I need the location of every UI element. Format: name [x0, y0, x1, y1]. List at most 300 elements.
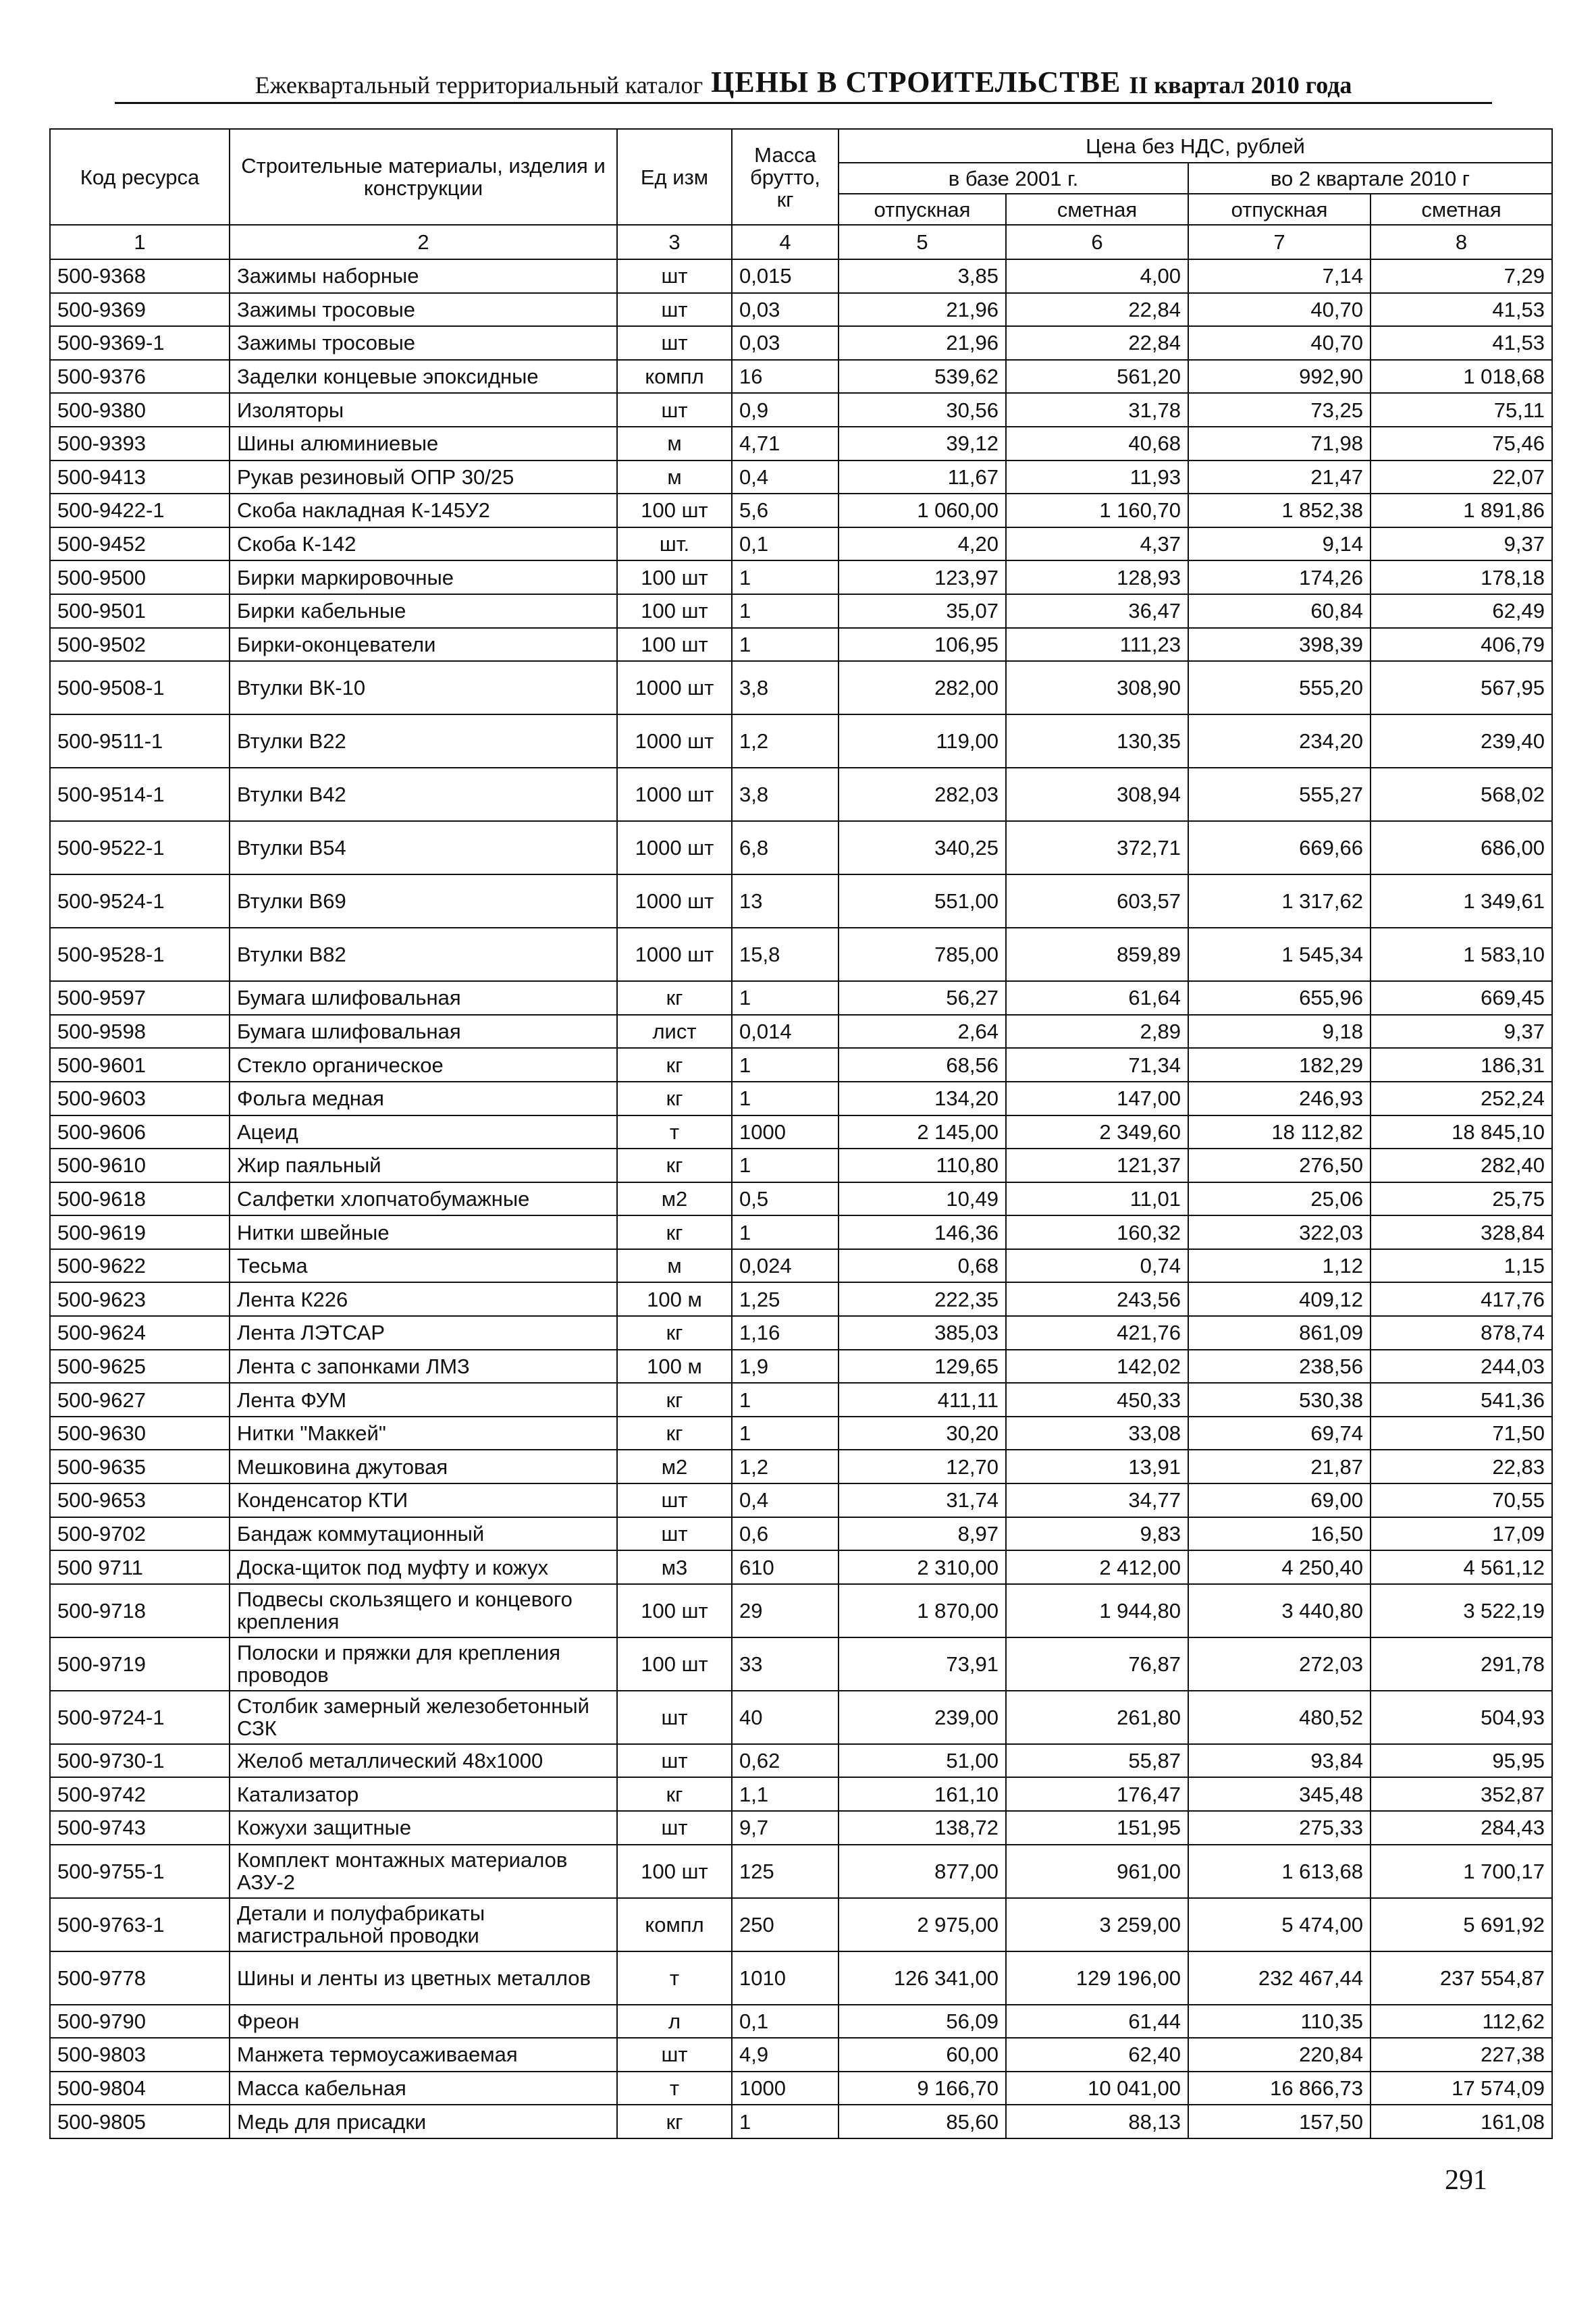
material-name-cell: Мешковина джутовая [230, 1450, 617, 1483]
price-2001-estimate-cell: 11,93 [1006, 461, 1188, 494]
catalog-title: ЦЕНЫ В СТРОИТЕЛЬСТВЕ [711, 65, 1121, 99]
price-2010-estimate-cell: 291,78 [1371, 1637, 1552, 1691]
price-2001-estimate-cell: 243,56 [1006, 1282, 1188, 1316]
resource-code-cell: 500-9500 [50, 560, 230, 594]
table-row [50, 1350, 1552, 1384]
price-2001-release-cell: 56,27 [839, 981, 1006, 1015]
price-2001-release-cell: 56,09 [839, 2005, 1006, 2039]
price-2010-estimate-cell: 669,45 [1371, 981, 1552, 1015]
unit-cell: м [617, 1249, 732, 1283]
catalog-period: II квартал 2010 года [1129, 72, 1352, 99]
unit-cell: л [617, 2005, 732, 2039]
unit-cell: кг [617, 1777, 732, 1811]
price-2001-release-cell: 39,12 [839, 427, 1006, 461]
col-release-2010-header: отпускная [1188, 194, 1371, 225]
unit-cell: кг [617, 2105, 732, 2138]
price-2001-release-cell: 10,49 [839, 1182, 1006, 1216]
table-row [50, 1744, 1552, 1778]
table-row [50, 1082, 1552, 1115]
mass-cell: 6,8 [732, 821, 839, 874]
price-2010-estimate-cell: 1 018,68 [1371, 360, 1552, 394]
price-2010-estimate-cell: 17,09 [1371, 1517, 1552, 1551]
table-row [50, 1383, 1552, 1417]
price-2010-release-cell: 25,06 [1188, 1182, 1371, 1216]
mass-cell: 1000 [732, 1115, 839, 1149]
price-2001-release-cell: 11,67 [839, 461, 1006, 494]
price-2001-estimate-cell: 1 944,80 [1006, 1584, 1188, 1637]
price-2001-release-cell: 35,07 [839, 594, 1006, 628]
unit-cell: кг [617, 1316, 732, 1350]
price-2010-estimate-cell: 75,11 [1371, 393, 1552, 427]
unit-cell: кг [617, 981, 732, 1015]
mass-cell: 0,024 [732, 1249, 839, 1283]
price-2001-estimate-cell: 0,74 [1006, 1249, 1188, 1283]
material-name-cell: Конденсатор КТИ [230, 1483, 617, 1517]
price-2001-estimate-cell: 61,64 [1006, 981, 1188, 1015]
price-2010-estimate-cell: 406,79 [1371, 628, 1552, 662]
resource-code-cell: 500-9501 [50, 594, 230, 628]
mass-cell: 1 [732, 1149, 839, 1182]
unit-cell: т [617, 1951, 732, 2005]
price-2001-release-cell: 411,11 [839, 1383, 1006, 1417]
price-2001-release-cell: 31,74 [839, 1483, 1006, 1517]
table-row [50, 874, 1552, 928]
col-q2010-header: во 2 квартале 2010 г [1188, 163, 1552, 194]
price-2010-release-cell: 345,48 [1188, 1777, 1371, 1811]
mass-cell: 4,71 [732, 427, 839, 461]
price-2010-estimate-cell: 1 349,61 [1371, 874, 1552, 928]
resource-code-cell: 500-9625 [50, 1350, 230, 1384]
mass-cell: 0,62 [732, 1744, 839, 1778]
price-2010-release-cell: 398,39 [1188, 628, 1371, 662]
price-2001-release-cell: 106,95 [839, 628, 1006, 662]
price-2010-release-cell: 992,90 [1188, 360, 1371, 394]
table-row [50, 2005, 1552, 2039]
price-2010-estimate-cell: 41,53 [1371, 293, 1552, 327]
price-2001-release-cell: 60,00 [839, 2038, 1006, 2072]
price-2001-estimate-cell: 160,32 [1006, 1215, 1188, 1249]
col-release-2001-header: отпускная [839, 194, 1006, 225]
unit-cell: компл [617, 360, 732, 394]
mass-cell: 0,4 [732, 1483, 839, 1517]
resource-code-cell: 500-9803 [50, 2038, 230, 2072]
price-2010-estimate-cell: 112,62 [1371, 2005, 1552, 2039]
price-2010-release-cell: 9,14 [1188, 527, 1371, 561]
resource-code-cell: 500-9719 [50, 1637, 230, 1691]
col-unit-header: Ед изм [617, 129, 732, 225]
unit-cell: шт [617, 1691, 732, 1744]
col-name-header: Строительные материалы, изделия и конструкции [230, 129, 617, 225]
price-2001-estimate-cell: 151,95 [1006, 1811, 1188, 1845]
price-2010-release-cell: 861,09 [1188, 1316, 1371, 1350]
resource-code-cell: 500-9790 [50, 2005, 230, 2039]
table-row [50, 821, 1552, 874]
price-2010-estimate-cell: 686,00 [1371, 821, 1552, 874]
price-2010-release-cell: 5 474,00 [1188, 1898, 1371, 1951]
price-2001-release-cell: 68,56 [839, 1048, 1006, 1082]
mass-cell: 1 [732, 594, 839, 628]
resource-code-cell: 500-9511-1 [50, 714, 230, 768]
mass-cell: 15,8 [732, 928, 839, 981]
material-name-cell: Рукав резиновый ОПР 30/25 [230, 461, 617, 494]
price-2010-estimate-cell: 567,95 [1371, 661, 1552, 714]
mass-cell: 1,1 [732, 1777, 839, 1811]
price-2001-release-cell: 539,62 [839, 360, 1006, 394]
price-2001-release-cell: 551,00 [839, 874, 1006, 928]
unit-cell: шт. [617, 527, 732, 561]
table-row [50, 1951, 1552, 2005]
price-2010-release-cell: 40,70 [1188, 326, 1371, 360]
price-2010-release-cell: 69,74 [1188, 1417, 1371, 1450]
price-2010-release-cell: 1,12 [1188, 1249, 1371, 1283]
resource-code-cell: 500-9627 [50, 1383, 230, 1417]
table-row [50, 1048, 1552, 1082]
unit-cell: 1000 шт [617, 768, 732, 821]
price-2010-estimate-cell: 1 700,17 [1371, 1845, 1552, 1898]
unit-cell: 1000 шт [617, 928, 732, 981]
price-2001-release-cell: 9 166,70 [839, 2072, 1006, 2105]
col-estimate-2001-header: сметная [1006, 194, 1188, 225]
price-2010-estimate-cell: 22,83 [1371, 1450, 1552, 1483]
price-2001-release-cell: 110,80 [839, 1149, 1006, 1182]
table-row [50, 1777, 1552, 1811]
mass-cell: 5,6 [732, 494, 839, 527]
material-name-cell: Ацеид [230, 1115, 617, 1149]
price-2010-estimate-cell: 95,95 [1371, 1744, 1552, 1778]
mass-cell: 0,03 [732, 326, 839, 360]
price-2001-estimate-cell: 142,02 [1006, 1350, 1188, 1384]
unit-cell: м2 [617, 1450, 732, 1483]
material-name-cell: Жир паяльный [230, 1149, 617, 1182]
price-2010-estimate-cell: 1 583,10 [1371, 928, 1552, 981]
unit-cell: шт [617, 293, 732, 327]
price-2010-release-cell: 1 613,68 [1188, 1845, 1371, 1898]
mass-cell: 1,9 [732, 1350, 839, 1384]
price-2010-release-cell: 232 467,44 [1188, 1951, 1371, 2005]
col-mass-header: Масса брутто, кг [732, 129, 839, 225]
price-2010-release-cell: 60,84 [1188, 594, 1371, 628]
price-2010-estimate-cell: 227,38 [1371, 2038, 1552, 2072]
mass-cell: 0,1 [732, 2005, 839, 2039]
resource-code-cell: 500-9369 [50, 293, 230, 327]
price-2010-release-cell: 409,12 [1188, 1282, 1371, 1316]
col-estimate-2010-header: сметная [1371, 194, 1552, 225]
material-name-cell: Лента ЛЭТСАР [230, 1316, 617, 1350]
price-2010-estimate-cell: 7,29 [1371, 259, 1552, 293]
resource-code-cell: 500-9718 [50, 1584, 230, 1637]
resource-code-cell: 500-9635 [50, 1450, 230, 1483]
unit-cell: 100 шт [617, 560, 732, 594]
material-name-cell: Зажимы наборные [230, 259, 617, 293]
resource-code-cell: 500-9622 [50, 1249, 230, 1283]
unit-cell: лист [617, 1015, 732, 1049]
material-name-cell: Скоба К-142 [230, 527, 617, 561]
price-2010-release-cell: 1 545,34 [1188, 928, 1371, 981]
price-2001-estimate-cell: 34,77 [1006, 1483, 1188, 1517]
unit-cell: 100 шт [617, 1637, 732, 1691]
price-2001-release-cell: 119,00 [839, 714, 1006, 768]
price-2010-release-cell: 174,26 [1188, 560, 1371, 594]
table-row [50, 1249, 1552, 1283]
material-name-cell: Заделки концевые эпоксидные [230, 360, 617, 394]
unit-cell: м2 [617, 1182, 732, 1216]
price-2010-estimate-cell: 239,40 [1371, 714, 1552, 768]
price-2001-estimate-cell: 40,68 [1006, 427, 1188, 461]
material-name-cell: Полоски и пряжки для крепления проводов [230, 1637, 617, 1691]
mass-cell: 1 [732, 1417, 839, 1450]
price-2001-release-cell: 85,60 [839, 2105, 1006, 2138]
unit-cell: м [617, 427, 732, 461]
price-2010-estimate-cell: 417,76 [1371, 1282, 1552, 1316]
table-row [50, 494, 1552, 527]
unit-cell: 100 шт [617, 1845, 732, 1898]
resource-code-cell: 500-9619 [50, 1215, 230, 1249]
price-2001-estimate-cell: 11,01 [1006, 1182, 1188, 1216]
unit-cell: 100 шт [617, 628, 732, 662]
price-2010-estimate-cell: 3 522,19 [1371, 1584, 1552, 1637]
mass-cell: 1 [732, 1048, 839, 1082]
price-2001-estimate-cell: 450,33 [1006, 1383, 1188, 1417]
price-2010-release-cell: 93,84 [1188, 1744, 1371, 1778]
mass-cell: 1,25 [732, 1282, 839, 1316]
mass-cell: 0,1 [732, 527, 839, 561]
material-name-cell: Стекло органическое [230, 1048, 617, 1082]
table-row [50, 1450, 1552, 1483]
price-2001-release-cell: 2 975,00 [839, 1898, 1006, 1951]
table-row [50, 1015, 1552, 1049]
mass-cell: 4,9 [732, 2038, 839, 2072]
price-2001-release-cell: 0,68 [839, 1249, 1006, 1283]
price-2001-estimate-cell: 55,87 [1006, 1744, 1188, 1778]
price-2001-estimate-cell: 859,89 [1006, 928, 1188, 981]
price-2010-estimate-cell: 9,37 [1371, 527, 1552, 561]
mass-cell: 250 [732, 1898, 839, 1951]
mass-cell: 29 [732, 1584, 839, 1637]
unit-cell: шт [617, 326, 732, 360]
price-2001-release-cell: 51,00 [839, 1744, 1006, 1778]
price-2001-release-cell: 30,56 [839, 393, 1006, 427]
resource-code-cell: 500-9724-1 [50, 1691, 230, 1744]
unit-cell: шт [617, 2038, 732, 2072]
price-2001-release-cell: 3,85 [839, 259, 1006, 293]
mass-cell: 0,03 [732, 293, 839, 327]
material-name-cell: Втулки В42 [230, 768, 617, 821]
price-2001-release-cell: 877,00 [839, 1845, 1006, 1898]
price-2010-estimate-cell: 161,08 [1371, 2105, 1552, 2138]
price-2010-release-cell: 7,14 [1188, 259, 1371, 293]
resource-code-cell: 500-9376 [50, 360, 230, 394]
mass-cell: 1 [732, 560, 839, 594]
price-2001-estimate-cell: 13,91 [1006, 1450, 1188, 1483]
table-row [50, 1215, 1552, 1249]
price-2001-release-cell: 8,97 [839, 1517, 1006, 1551]
price-2001-release-cell: 2 145,00 [839, 1115, 1006, 1149]
mass-cell: 0,015 [732, 259, 839, 293]
table-body [50, 259, 1552, 2138]
unit-cell: 1000 шт [617, 714, 732, 768]
price-2010-release-cell: 110,35 [1188, 2005, 1371, 2039]
col-code-header: Код ресурса [50, 129, 230, 225]
price-2001-estimate-cell: 147,00 [1006, 1082, 1188, 1115]
col-number: 3 [617, 225, 732, 259]
price-2001-release-cell: 146,36 [839, 1215, 1006, 1249]
price-2001-estimate-cell: 130,35 [1006, 714, 1188, 768]
unit-cell: 100 шт [617, 594, 732, 628]
price-2010-release-cell: 71,98 [1188, 427, 1371, 461]
resource-code-cell: 500 9711 [50, 1550, 230, 1584]
price-2010-release-cell: 1 317,62 [1188, 874, 1371, 928]
resource-code-cell: 500-9603 [50, 1082, 230, 1115]
price-2001-estimate-cell: 308,94 [1006, 768, 1188, 821]
unit-cell: кг [617, 1048, 732, 1082]
table-row [50, 326, 1552, 360]
price-2010-estimate-cell: 70,55 [1371, 1483, 1552, 1517]
material-name-cell: Изоляторы [230, 393, 617, 427]
resource-code-cell: 500-9393 [50, 427, 230, 461]
resource-code-cell: 500-9422-1 [50, 494, 230, 527]
price-2001-release-cell: 222,35 [839, 1282, 1006, 1316]
mass-cell: 16 [732, 360, 839, 394]
price-2001-release-cell: 239,00 [839, 1691, 1006, 1744]
resource-code-cell: 500-9601 [50, 1048, 230, 1082]
table-row [50, 928, 1552, 981]
price-2010-release-cell: 69,00 [1188, 1483, 1371, 1517]
material-name-cell: Нитки "Маккей" [230, 1417, 617, 1450]
price-2001-estimate-cell: 33,08 [1006, 1417, 1188, 1450]
price-2010-estimate-cell: 41,53 [1371, 326, 1552, 360]
col-price-header: Цена без НДС, рублей [839, 129, 1552, 163]
table-row [50, 360, 1552, 394]
price-2001-release-cell: 1 060,00 [839, 494, 1006, 527]
price-2001-estimate-cell: 961,00 [1006, 1845, 1188, 1898]
price-2001-estimate-cell: 421,76 [1006, 1316, 1188, 1350]
price-2001-estimate-cell: 128,93 [1006, 560, 1188, 594]
table-row [50, 1282, 1552, 1316]
material-name-cell: Комплект монтажных материалов АЗУ-2 [230, 1845, 617, 1898]
table-row [50, 981, 1552, 1015]
material-name-cell: Втулки В82 [230, 928, 617, 981]
price-2001-estimate-cell: 4,00 [1006, 259, 1188, 293]
resource-code-cell: 500-9730-1 [50, 1744, 230, 1778]
price-2001-release-cell: 340,25 [839, 821, 1006, 874]
mass-cell: 1 [732, 1215, 839, 1249]
material-name-cell: Подвесы скользящего и концевого крепления [230, 1584, 617, 1637]
resource-code-cell: 500-9524-1 [50, 874, 230, 928]
resource-code-cell: 500-9610 [50, 1149, 230, 1182]
material-name-cell: Бирки маркировочные [230, 560, 617, 594]
table-row [50, 1417, 1552, 1450]
mass-cell: 1,2 [732, 1450, 839, 1483]
price-2001-estimate-cell: 31,78 [1006, 393, 1188, 427]
unit-cell: кг [617, 1082, 732, 1115]
mass-cell: 0,014 [732, 1015, 839, 1049]
material-name-cell: Манжета термоусаживаемая [230, 2038, 617, 2072]
table-row [50, 1517, 1552, 1551]
material-name-cell: Детали и полуфабрикаты магистральной проводки [230, 1898, 617, 1951]
price-2010-estimate-cell: 17 574,09 [1371, 2072, 1552, 2105]
price-2001-estimate-cell: 176,47 [1006, 1777, 1188, 1811]
price-2010-estimate-cell: 282,40 [1371, 1149, 1552, 1182]
mass-cell: 13 [732, 874, 839, 928]
price-2010-release-cell: 21,47 [1188, 461, 1371, 494]
price-2010-estimate-cell: 541,36 [1371, 1383, 1552, 1417]
resource-code-cell: 500-9743 [50, 1811, 230, 1845]
mass-cell: 33 [732, 1637, 839, 1691]
price-2001-release-cell: 134,20 [839, 1082, 1006, 1115]
price-2001-estimate-cell: 22,84 [1006, 326, 1188, 360]
price-2010-release-cell: 530,38 [1188, 1383, 1371, 1417]
unit-cell: шт [617, 1811, 732, 1845]
price-2001-estimate-cell: 62,40 [1006, 2038, 1188, 2072]
price-2001-estimate-cell: 561,20 [1006, 360, 1188, 394]
resource-code-cell: 500-9630 [50, 1417, 230, 1450]
table-row [50, 1115, 1552, 1149]
table-row [50, 594, 1552, 628]
unit-cell: кг [617, 1215, 732, 1249]
price-2010-release-cell: 182,29 [1188, 1048, 1371, 1082]
resource-code-cell: 500-9380 [50, 393, 230, 427]
price-2010-estimate-cell: 22,07 [1371, 461, 1552, 494]
price-2010-release-cell: 246,93 [1188, 1082, 1371, 1115]
resource-code-cell: 500-9804 [50, 2072, 230, 2105]
price-2001-estimate-cell: 2 349,60 [1006, 1115, 1188, 1149]
resource-code-cell: 500-9742 [50, 1777, 230, 1811]
price-2010-release-cell: 73,25 [1188, 393, 1371, 427]
col-number: 7 [1188, 225, 1371, 259]
price-2010-release-cell: 157,50 [1188, 2105, 1371, 2138]
price-2010-estimate-cell: 244,03 [1371, 1350, 1552, 1384]
material-name-cell: Зажимы тросовые [230, 326, 617, 360]
resource-code-cell: 500-9514-1 [50, 768, 230, 821]
table-row [50, 1316, 1552, 1350]
col-number: 2 [230, 225, 617, 259]
resource-code-cell: 500-9598 [50, 1015, 230, 1049]
resource-code-cell: 500-9653 [50, 1483, 230, 1517]
price-2010-release-cell: 16 866,73 [1188, 2072, 1371, 2105]
table-row [50, 714, 1552, 768]
material-name-cell: Лента ФУМ [230, 1383, 617, 1417]
price-2001-release-cell: 2,64 [839, 1015, 1006, 1049]
price-2010-estimate-cell: 568,02 [1371, 768, 1552, 821]
price-2010-estimate-cell: 186,31 [1371, 1048, 1552, 1082]
resource-code-cell: 500-9508-1 [50, 661, 230, 714]
mass-cell: 3,8 [732, 768, 839, 821]
mass-cell: 1 [732, 1383, 839, 1417]
mass-cell: 125 [732, 1845, 839, 1898]
price-2001-release-cell: 282,00 [839, 661, 1006, 714]
price-2010-release-cell: 655,96 [1188, 981, 1371, 1015]
price-2010-release-cell: 669,66 [1188, 821, 1371, 874]
material-name-cell: Бирки-оконцеватели [230, 628, 617, 662]
unit-cell: 100 м [617, 1350, 732, 1384]
price-2001-release-cell: 21,96 [839, 326, 1006, 360]
price-2010-estimate-cell: 352,87 [1371, 1777, 1552, 1811]
unit-cell: 100 шт [617, 494, 732, 527]
page-number: 291 [1445, 2165, 1487, 2196]
price-2001-estimate-cell: 22,84 [1006, 293, 1188, 327]
unit-cell: кг [617, 1149, 732, 1182]
price-2010-estimate-cell: 504,93 [1371, 1691, 1552, 1744]
mass-cell: 1000 [732, 2072, 839, 2105]
price-2001-estimate-cell: 2,89 [1006, 1015, 1188, 1049]
table-row [50, 1691, 1552, 1744]
price-2010-release-cell: 275,33 [1188, 1811, 1371, 1845]
material-name-cell: Кожухи защитные [230, 1811, 617, 1845]
page-header [115, 66, 1492, 104]
unit-cell: шт [617, 259, 732, 293]
price-table [49, 128, 1553, 2139]
price-2010-release-cell: 322,03 [1188, 1215, 1371, 1249]
